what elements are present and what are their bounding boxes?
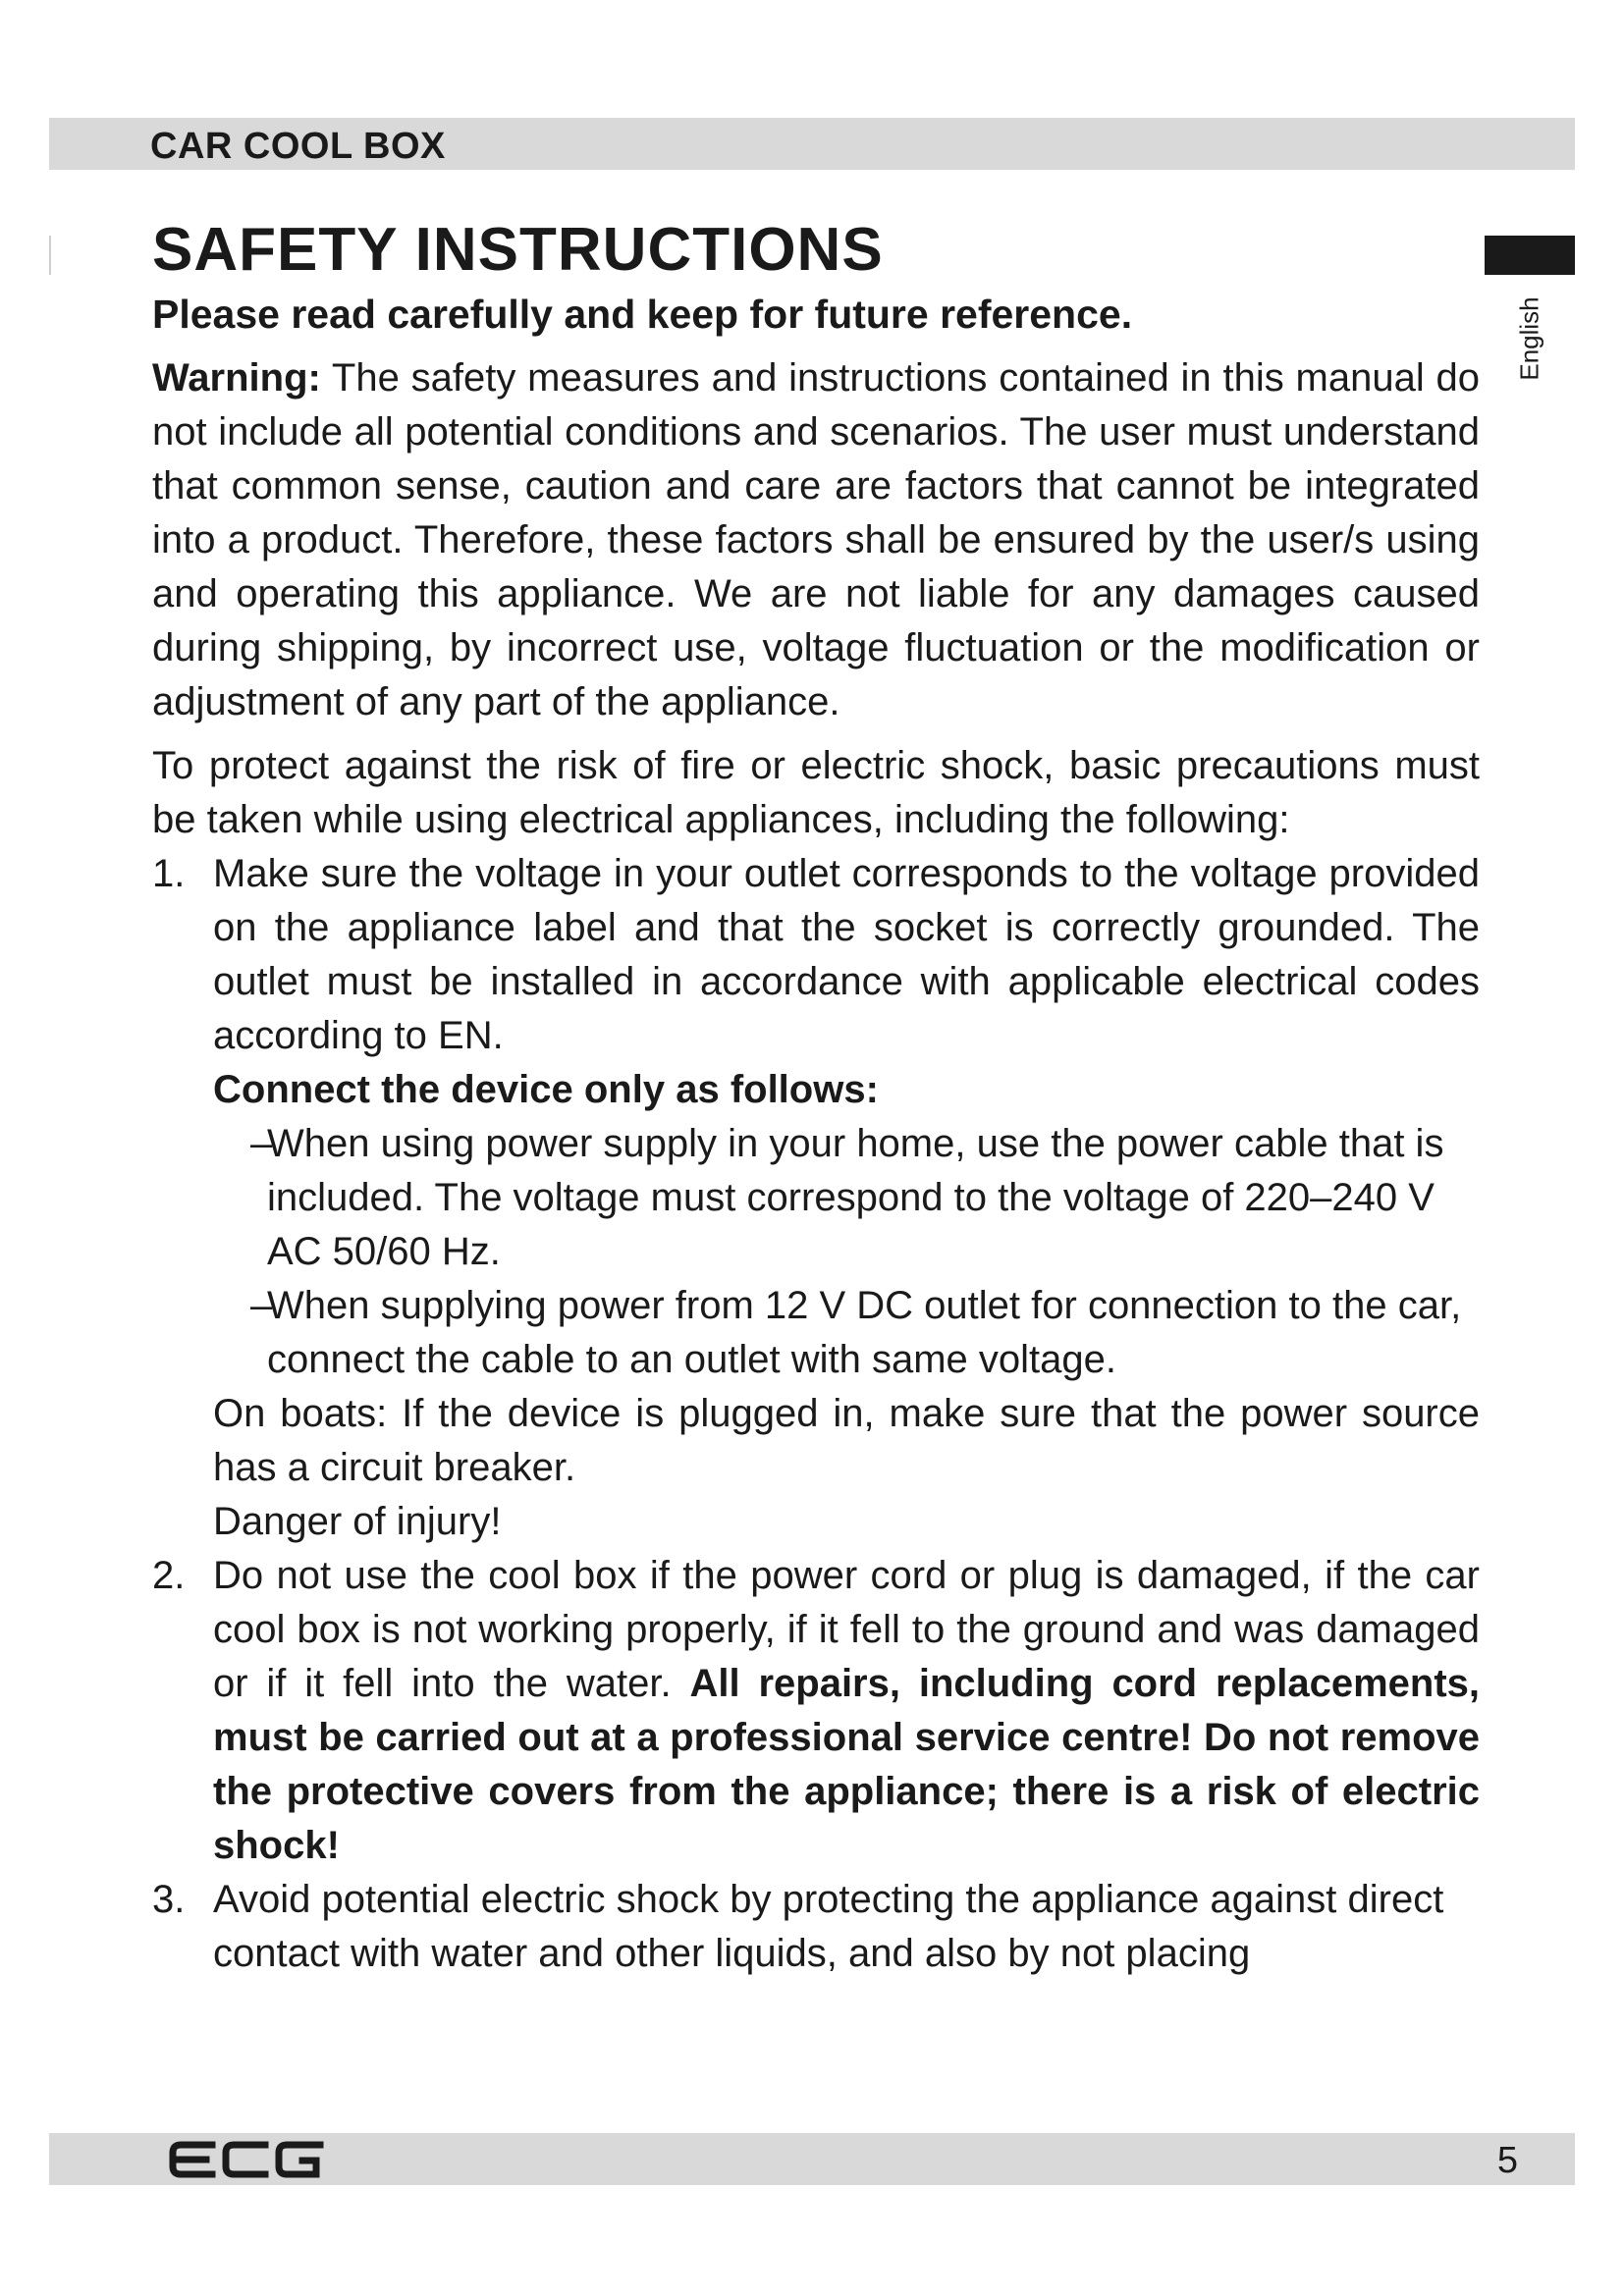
ecg-logo xyxy=(169,2139,326,2185)
warning-paragraph xyxy=(152,351,1480,729)
list-item xyxy=(152,1873,1480,1981)
item-bold-text: All repairs, including cord replacements, must be carried out at a professional service centre! Do not remove the protective covers from the appliance; there is a risk of electric shock! xyxy=(213,1662,1480,1867)
header-title: CAR COOL BOX xyxy=(150,126,446,167)
ecg-logo-icon xyxy=(169,2139,326,2180)
danger-text: Danger of injury! xyxy=(213,1500,502,1543)
document-body xyxy=(152,214,1480,1981)
sub-item-text: When supplying power from 12 V DC outlet for connection to the car, connect the cable to an outlet with same voltage. xyxy=(267,1284,1462,1381)
sub-item xyxy=(213,1279,1480,1387)
list-item xyxy=(152,1549,1480,1873)
page-title: SAFETY INSTRUCTIONS xyxy=(152,216,884,284)
footer-bar xyxy=(49,2133,1575,2185)
item-number: 1. xyxy=(152,852,186,895)
warning-label: Warning: xyxy=(152,356,321,400)
header-bar xyxy=(49,118,1575,170)
boats-text: On boats: If the device is plugged in, make sure that the power source has a circuit breaker. xyxy=(213,1392,1480,1489)
item-text: Do not use the cool box if the power cord or plug is damaged, if the car cool box is not working properly, if it fell to the ground and was damaged or if it fell into the water. All repairs, including cord replacements, must be carried out at a professional service centre! Do not remove the protective covers from the appliance; there is a risk of electric shock! xyxy=(213,1554,1480,1867)
item-number: 3. xyxy=(152,1878,186,1921)
warning-text: The safety measures and instructions contained in this manual do not include all potential conditions and scenarios. The user must understand that common sense, caution and care are factors that cannot be integrated into a product. Therefore, these factors shall be ensured by the user/s using and operating this appliance. We are not liable for any damages caused during shipping, by incorrect use, voltage fluctuation or the modification or adjustment of any part of the appliance. xyxy=(152,356,1480,723)
dash-bullet: – xyxy=(250,1284,273,1327)
item-number: 2. xyxy=(152,1554,186,1597)
margin-divider xyxy=(49,236,51,275)
language-tab-marker xyxy=(1485,236,1575,275)
item-text: Make sure the voltage in your outlet corresponds to the voltage provided on the appliance label and that the socket is correctly grounded. The outlet must be installed in accordance with applicable electrical codes according to EN. xyxy=(213,852,1480,1057)
list-item xyxy=(152,847,1480,1549)
item-text: Avoid potential electric shock by protecting the appliance against direct contact with water and other liquids, and also by not placing xyxy=(213,1878,1444,1975)
sub-item-text: When using power supply in your home, use the power cable that is included. The voltage must correspond to the voltage of 220–240 V AC 50/60 Hz. xyxy=(267,1122,1444,1273)
dash-bullet: – xyxy=(250,1122,273,1165)
sub-item xyxy=(213,1117,1480,1279)
connect-heading: Connect the device only as follows: xyxy=(213,1068,879,1111)
page-number: 5 xyxy=(1496,2140,1518,2181)
intro-paragraph: To protect against the risk of fire or electric shock, basic precautions must be taken while using electrical appliances, including the following: xyxy=(152,744,1480,841)
language-label: English xyxy=(1514,296,1544,381)
page-subtitle: Please read carefully and keep for future reference. xyxy=(152,292,1133,337)
